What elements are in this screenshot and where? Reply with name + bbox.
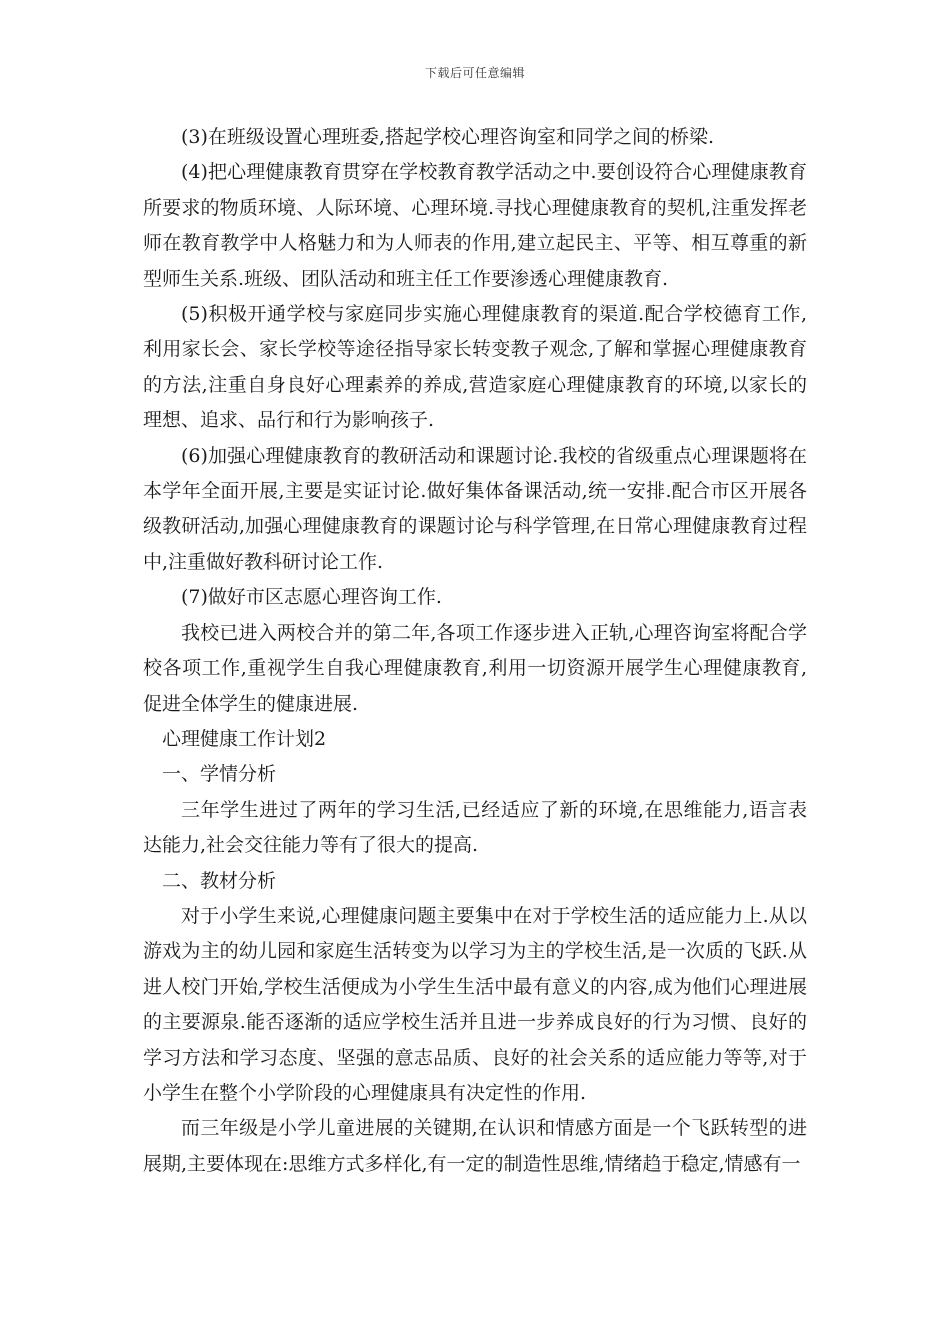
section-title-plan-2: 心理健康工作计划2 bbox=[162, 727, 327, 750]
document-body bbox=[143, 120, 807, 1182]
paragraph-item-6: (6)加强心理健康教育的教研活动和课题讨论.我校的省级重点心理课题将在本学年全面开展,主要是实证讨论.做好集体备课活动,统一安排.配合市区开展各级教研活动,加强心理健康教育的课题讨论与科学管理,在日常心理健康教育过程中,注重做好教科研讨论工作. bbox=[143, 444, 807, 573]
paragraph-item-4: (4)把心理健康教育贯穿在学校教育教学活动之中.要创设符合心理健康教育所要求的物质环境、人际环境、心理环境.寻找心理健康教育的契机,注重发挥老师在教育教学中人格魅力和为人师表的作用,建立起民主、平等、相互尊重的新型师生关系.班级、团队活动和班主任工作要渗透心理健康教育. bbox=[143, 161, 807, 290]
paragraph-grade-three: 而三年级是小学儿童进展的关键期,在认识和情感方面是一个飞跃转型的进展期,主要体现在:思维方式多样化,有一定的制造性思维,情绪趋于稳定,情感有一 bbox=[143, 1117, 807, 1175]
page-header-note: 下载后可任意编辑 bbox=[424, 66, 525, 80]
paragraph-item-3: (3)在班级设置心理班委,搭起学校心理咨询室和同学之间的桥梁. bbox=[181, 126, 714, 148]
heading-learning-analysis: 一、学情分析 bbox=[162, 763, 277, 786]
paragraph-item-5: (5)积极开通学校与家庭同步实施心理健康教育的渠道.配合学校德育工作,利用家长会、家长学校等途径指导家长转变教子观念,了解和掌握心理健康教育的方法,注重自身良好心理素养的养成,营造家庭心理健康教育的环境,以家长的理想、追求、品行和行为影响孩子. bbox=[143, 303, 807, 432]
heading-material-analysis: 二、教材分析 bbox=[162, 869, 277, 892]
paragraph-material-analysis: 对于小学生来说,心理健康问题主要集中在对于学校生活的适应能力上.从以游戏为主的幼儿园和家庭生活转变为以学习为主的学校生活,是一次质的飞跃.从进人校门开始,学校生活便成为小学生生活中最有意义的内容,成为他们心理进展的主要源泉.能否逐渐的适应学校生活并且进一步养成良好的行为习惯、良好的学习方法和学习态度、坚强的意志品质、良好的社会关系的适应能力等等,对于小学生在整个小学阶段的心理健康具有决定性的作用. bbox=[143, 904, 807, 1104]
paragraph-learning-analysis: 三年学生进过了两年的学习生活,已经适应了新的环境,在思维能力,语言表达能力,社会交往能力等有了很大的提高. bbox=[143, 798, 807, 857]
paragraph-summary: 我校已进入两校合并的第二年,各项工作逐步进入正轨,心理咨询室将配合学校各项工作,重视学生自我心理健康教育,利用一切资源开展学生心理健康教育,促进全体学生的健康进展. bbox=[143, 621, 807, 715]
paragraph-item-7: (7)做好市区志愿心理咨询工作. bbox=[181, 586, 442, 609]
